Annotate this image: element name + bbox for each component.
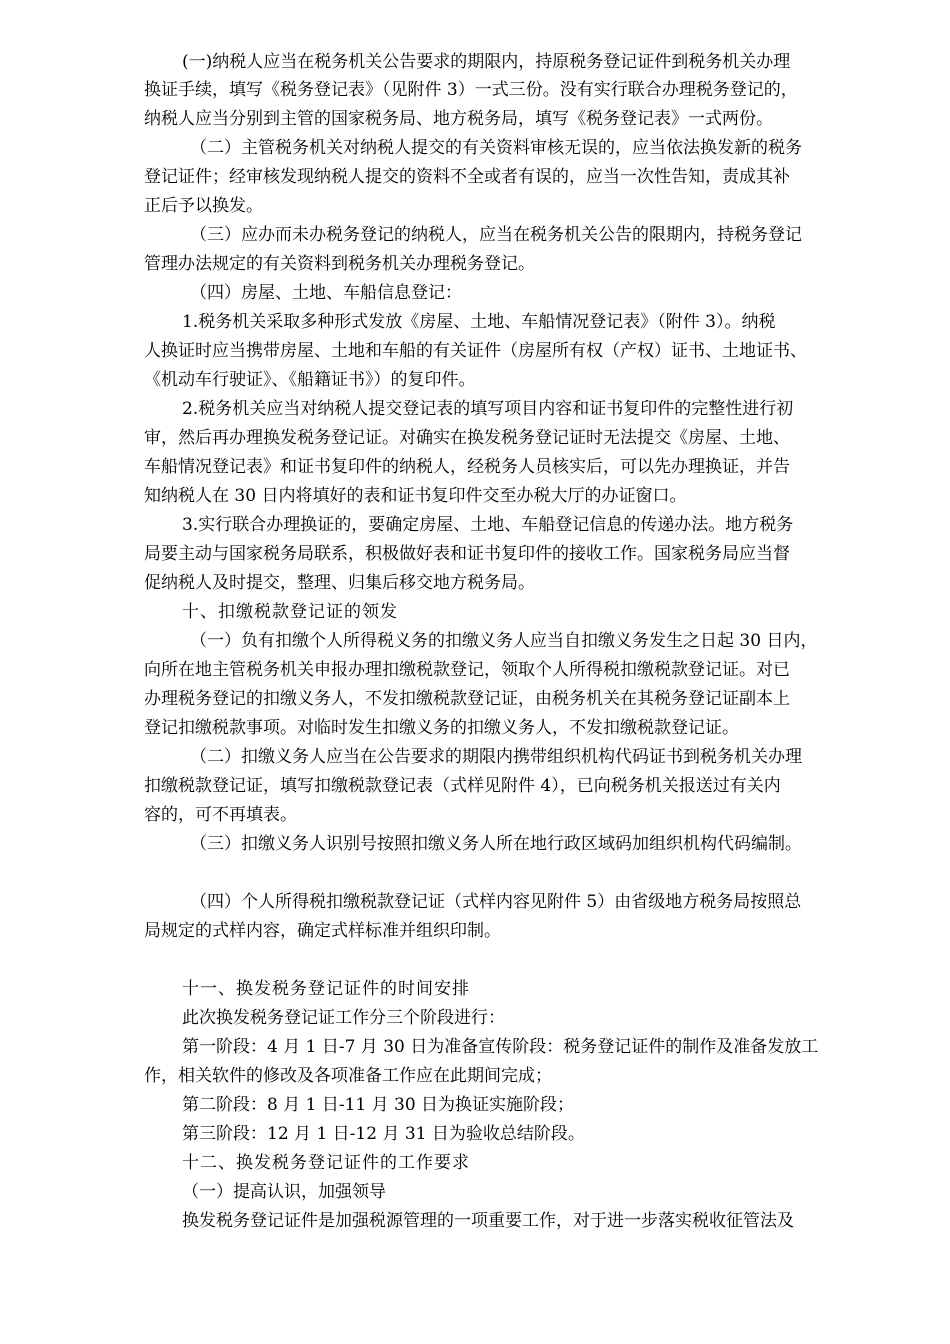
paragraph-line: 第二阶段：8 月 1 日-11 月 30 日为换证实施阶段； — [182, 1095, 575, 1115]
paragraph-line: （二）扣缴义务人应当在公告要求的期限内携带组织机构代码证书到税务机关办理 — [190, 747, 802, 767]
paragraph-line: 审，然后再办理换发税务登记证。对确实在换发税务登记证时无法提交《房屋、土地、 — [144, 428, 790, 448]
paragraph-line: （三）应办而未办税务登记的纳税人，应当在税务机关公告的限期内，持税务登记 — [190, 225, 802, 245]
paragraph-line: （三）扣缴义务人识别号按照扣缴义务人所在地行政区域码加组织机构代码编制。 — [190, 834, 802, 854]
section-heading: 十二、换发税务登记证件的工作要求 — [182, 1153, 470, 1173]
paragraph-line: 登记证件；经审核发现纳税人提交的资料不全或者有误的，应当一次性告知，责成其补 — [144, 167, 790, 187]
paragraph-line: 第三阶段：12 月 1 日-12 月 31 日为验收总结阶段。 — [182, 1124, 585, 1144]
paragraph-line: (一)纳税人应当在税务机关公告要求的期限内，持原税务登记证件到税务机关办理 — [182, 52, 791, 72]
paragraph-line: 2.税务机关应当对纳税人提交登记表的填写项目内容和证书复印件的完整性进行初 — [182, 399, 794, 419]
paragraph-line: 促纳税人及时提交，整理、归集后移交地方税务局。 — [144, 573, 535, 593]
paragraph-line: 纳税人应当分别到主管的国家税务局、地方税务局，填写《税务登记表》一式两份。 — [144, 109, 773, 129]
paragraph-line: 《机动车行驶证》、《船籍证书》）的复印件。 — [144, 370, 476, 390]
paragraph-line: 人换证时应当携带房屋、土地和车船的有关证件（房屋所有权（产权）证书、土地证书、 — [144, 341, 807, 361]
section-heading: （一）提高认识，加强领导 — [182, 1182, 386, 1202]
paragraph-line: 换证手续，填写《税务登记表》（见附件 3）一式三份。没有实行联合办理税务登记的， — [144, 80, 798, 100]
paragraph-line: （四）个人所得税扣缴税款登记证（式样内容见附件 5）由省级地方税务局按照总 — [190, 892, 802, 912]
paragraph-line: 1.税务机关采取多种形式发放《房屋、土地、车船情况登记表》（附件 3）。纳税 — [182, 312, 776, 332]
paragraph-line: 扣缴税款登记证，填写扣缴税款登记表（式样见附件 4），已向税务机关报送过有关内 — [144, 776, 781, 796]
paragraph-line: 局要主动与国家税务局联系，积极做好表和证书复印件的接收工作。国家税务局应当督 — [144, 544, 790, 564]
paragraph-line: 知纳税人在 30 日内将填好的表和证书复印件交至办税大厅的办证窗口。 — [144, 486, 687, 506]
section-heading: （四）房屋、土地、车船信息登记： — [190, 283, 462, 303]
paragraph-line: 3.实行联合办理换证的，要确定房屋、土地、车船登记信息的传递办法。地方税务 — [182, 515, 794, 535]
paragraph-line: 换发税务登记证件是加强税源管理的一项重要工作，对于进一步落实税收征管法及 — [182, 1211, 794, 1231]
paragraph-line: 登记扣缴税款事项。对临时发生扣缴义务的扣缴义务人，不发扣缴税款登记证。 — [144, 718, 739, 738]
section-heading: 十一、换发税务登记证件的时间安排 — [182, 979, 470, 999]
paragraph-line: （一）负有扣缴个人所得税义务的扣缴义务人应当自扣缴义务发生之日起 30 日内， — [190, 631, 818, 651]
paragraph-line: （二）主管税务机关对纳税人提交的有关资料审核无误的，应当依法换发新的税务 — [190, 138, 802, 158]
paragraph-line: 办理税务登记的扣缴义务人，不发扣缴税款登记证，由税务机关在其税务登记证副本上 — [144, 689, 790, 709]
paragraph-line: 局规定的式样内容，确定式样标准并组织印制。 — [144, 921, 501, 941]
paragraph-line: 第一阶段：4 月 1 日-7 月 30 日为准备宣传阶段：税务登记证件的制作及准备发放工 — [182, 1037, 819, 1057]
section-heading: 十、扣缴税款登记证的领发 — [182, 602, 398, 622]
paragraph-line: 向所在地主管税务机关申报办理扣缴税款登记，领取个人所得税扣缴税款登记证。对已 — [144, 660, 790, 680]
paragraph-line: 作，相关软件的修改及各项准备工作应在此期间完成； — [144, 1066, 552, 1086]
paragraph-line: 管理办法规定的有关资料到税务机关办理税务登记。 — [144, 254, 535, 274]
paragraph-line: 车船情况登记表》和证书复印件的纳税人，经税务人员核实后，可以先办理换证，并告 — [144, 457, 790, 477]
paragraph-line: 正后予以换发。 — [144, 196, 263, 216]
paragraph-line: 容的，可不再填表。 — [144, 805, 297, 825]
paragraph-line: 此次换发税务登记证工作分三个阶段进行： — [182, 1008, 505, 1028]
